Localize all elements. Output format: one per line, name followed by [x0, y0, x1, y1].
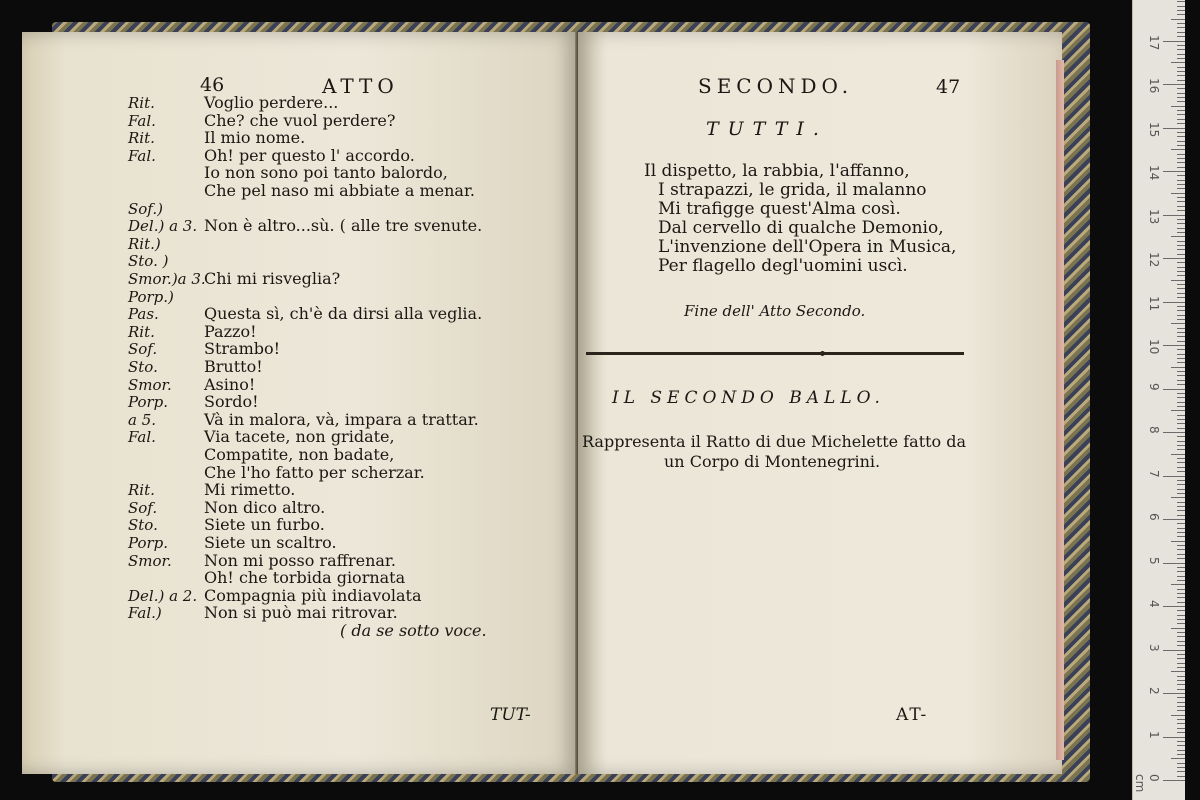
- ruler-tick: [1177, 467, 1185, 468]
- ruler-tick: [1177, 249, 1185, 250]
- ruler-tick: [1177, 406, 1185, 407]
- ruler-tick: [1177, 771, 1185, 772]
- ruler-tick: [1177, 597, 1185, 598]
- speaker-label: Rit.: [128, 322, 155, 341]
- ruler-tick: [1177, 275, 1185, 276]
- ruler-tick: [1177, 136, 1185, 137]
- ruler-tick: [1177, 10, 1185, 11]
- ruler-tick: [1177, 750, 1185, 751]
- right-running-head: SECONDO.: [698, 74, 854, 98]
- ruler-tick: [1171, 497, 1185, 498]
- dialogue-line: Non è altro...sù. ( alle tre svenute.: [204, 216, 483, 236]
- ruler-tick: [1163, 476, 1185, 477]
- ruler-tick: [1177, 6, 1185, 7]
- ruler-label: 6: [1147, 513, 1161, 521]
- ruler-tick: [1177, 489, 1185, 490]
- verse-line: Il dispetto, la rabbia, l'affanno,: [644, 161, 910, 181]
- speaker-label: Pas.: [128, 305, 159, 324]
- measuring-ruler: [1132, 0, 1185, 800]
- dialogue-line: Non dico altro.: [204, 497, 326, 517]
- ruler-tick: [1177, 589, 1185, 590]
- ruler-tick: [1177, 680, 1185, 681]
- ruler-label: 10: [1147, 339, 1161, 355]
- ruler-tick: [1177, 97, 1185, 98]
- speaker-label: Rit.: [128, 94, 155, 112]
- ruler-tick: [1177, 114, 1185, 115]
- dialogue-line: Siete un scaltro.: [204, 533, 337, 552]
- ruler-tick: [1177, 336, 1185, 337]
- ruler-tick: [1177, 397, 1185, 398]
- ruler-tick: [1177, 510, 1185, 511]
- ruler-tick: [1177, 71, 1185, 72]
- ruler-tick: [1177, 593, 1185, 594]
- ruler-tick: [1171, 323, 1185, 324]
- ruler-tick: [1177, 602, 1185, 603]
- ruler-tick: [1177, 697, 1185, 698]
- dialogue-line: Sordo!: [204, 392, 259, 412]
- ruler-tick: [1177, 1, 1185, 2]
- ruler-tick: [1177, 32, 1185, 33]
- speaker-label: Rit.): [128, 234, 161, 253]
- ruler-tick: [1177, 358, 1185, 359]
- ruler-tick: [1177, 380, 1185, 381]
- ruler-tick: [1177, 702, 1185, 703]
- dialogue-line: Siete un furbo.: [204, 515, 325, 535]
- ruler-tick: [1177, 428, 1185, 429]
- ruler-tick: [1177, 502, 1185, 503]
- dialogue-line: Chi mi risveglia?: [204, 269, 341, 288]
- speaker-label: Rit.: [128, 481, 155, 500]
- ruler-tick: [1163, 389, 1185, 390]
- ruler-tick: [1171, 367, 1185, 368]
- ruler-tick: [1177, 371, 1185, 372]
- ruler-tick: [1177, 36, 1185, 37]
- speaker-label: a 5.: [128, 410, 157, 429]
- dialogue-line: Oh! che torbida giornata: [204, 568, 406, 588]
- divider-dot: [820, 351, 825, 356]
- ruler-tick: [1177, 201, 1185, 202]
- speaker-label: Fal.: [128, 428, 156, 447]
- ruler-tick: [1163, 519, 1185, 520]
- ruler-tick: [1171, 715, 1185, 716]
- ruler-tick: [1171, 106, 1185, 107]
- ruler-tick: [1177, 419, 1185, 420]
- ruler-tick: [1177, 27, 1185, 28]
- ruler-label: 2: [1147, 687, 1161, 695]
- ruler-tick: [1177, 536, 1185, 537]
- ruler-label: 13: [1147, 208, 1161, 224]
- ballo-title: IL SECONDO BALLO.: [612, 388, 885, 408]
- speaker-label: Fal.: [128, 111, 156, 130]
- ruler-tick: [1177, 328, 1185, 329]
- speaker-label: Sto.: [128, 358, 158, 376]
- ruler-tick: [1163, 563, 1185, 564]
- ballo-text-line-1: Rappresenta il Ratto di due Michelette fatto da: [582, 432, 967, 451]
- ruler-tick: [1177, 528, 1185, 529]
- ruler-tick: [1177, 567, 1185, 568]
- ruler-tick: [1163, 606, 1185, 607]
- ruler-tick: [1177, 297, 1185, 298]
- ruler-tick: [1171, 671, 1185, 672]
- left-catchword: TUT-: [490, 705, 531, 725]
- dialogue-line: Che l'ho fatto per scherzar.: [204, 462, 425, 482]
- ruler-tick: [1177, 341, 1185, 342]
- ruler-tick: [1177, 80, 1185, 81]
- ruler-tick: [1177, 154, 1185, 155]
- verse-line: Mi trafigge quest'Alma così.: [658, 199, 901, 219]
- speaker-label: Smor.: [128, 551, 172, 570]
- ruler-tick: [1177, 641, 1185, 642]
- verse-line: Per flagello degl'uomini uscì.: [658, 256, 908, 276]
- divider-rule: [586, 352, 964, 355]
- ruler-tick: [1163, 171, 1185, 172]
- ruler-tick: [1177, 645, 1185, 646]
- ruler-tick: [1177, 676, 1185, 677]
- speaker-label: Smor.: [128, 375, 172, 394]
- ruler-tick: [1177, 315, 1185, 316]
- speaker-label: Sof.: [128, 498, 158, 517]
- ruler-tick: [1177, 484, 1185, 485]
- ruler-tick: [1163, 302, 1185, 303]
- speaker-label: Smor.)a 3.: [128, 270, 206, 288]
- ruler-tick: [1177, 767, 1185, 768]
- ruler-tick: [1177, 88, 1185, 89]
- ruler-tick: [1163, 345, 1185, 346]
- ruler-tick: [1171, 628, 1185, 629]
- speaker-label: Sof.): [128, 199, 163, 218]
- ruler-label: 11: [1147, 295, 1161, 311]
- ruler-tick: [1177, 254, 1185, 255]
- ruler-label: 3: [1147, 643, 1161, 652]
- speaker-label: Porp.: [128, 534, 169, 552]
- ruler-tick: [1163, 258, 1185, 259]
- ruler-tick: [1177, 554, 1185, 555]
- speaker-label: Sto. ): [128, 252, 169, 271]
- ruler-tick: [1177, 45, 1185, 46]
- ruler-label: 4: [1147, 600, 1161, 608]
- dialogue-line: Asino!: [204, 374, 256, 394]
- ruler-tick: [1177, 436, 1185, 437]
- ruler-tick: [1177, 776, 1185, 777]
- ruler-label: 17: [1147, 34, 1161, 50]
- ruler-tick: [1177, 145, 1185, 146]
- ruler-tick: [1177, 58, 1185, 59]
- fine-atto: Fine dell' Atto Secondo.: [684, 302, 866, 320]
- ruler-tick: [1177, 636, 1185, 637]
- ruler-tick: [1177, 384, 1185, 385]
- dialogue-line: Via tacete, non gridate,: [204, 427, 395, 447]
- ruler-tick: [1177, 293, 1185, 294]
- speaker-label: Sto.: [128, 516, 158, 535]
- ruler-tick: [1177, 506, 1185, 507]
- dialogue-line: Mi rimetto.: [204, 480, 296, 500]
- ruler-label: 1: [1147, 730, 1161, 739]
- speaker-label: Porp.: [128, 393, 169, 412]
- ruler-tick: [1177, 162, 1185, 163]
- ballo-text-line-2: un Corpo di Montenegrini.: [664, 452, 881, 471]
- dialogue-line: Brutto!: [204, 357, 263, 376]
- dialogue-line: Che pel naso mi abbiate a menar.: [204, 181, 475, 200]
- ruler-tick: [1177, 532, 1185, 533]
- ruler-label: 8: [1147, 426, 1161, 434]
- ruler-tick: [1171, 454, 1185, 455]
- ruler-tick: [1177, 684, 1185, 685]
- ruler-label: 7: [1147, 469, 1161, 478]
- ruler-tick: [1177, 67, 1185, 68]
- ruler-label: 9: [1147, 382, 1161, 391]
- ruler-tick: [1177, 188, 1185, 189]
- ruler-tick: [1177, 549, 1185, 550]
- ruler-label: 16: [1147, 78, 1161, 94]
- ruler-tick: [1163, 780, 1185, 781]
- ruler-tick: [1163, 128, 1185, 129]
- ruler-tick: [1177, 654, 1185, 655]
- ruler-tick: [1177, 175, 1185, 176]
- ruler-tick: [1171, 62, 1185, 63]
- ruler-tick: [1177, 271, 1185, 272]
- ruler-tick: [1177, 580, 1185, 581]
- ruler-tick: [1177, 719, 1185, 720]
- ruler-tick: [1177, 515, 1185, 516]
- ruler-tick: [1177, 167, 1185, 168]
- ruler-tick: [1177, 545, 1185, 546]
- ruler-tick: [1177, 619, 1185, 620]
- ruler-label: 5: [1147, 556, 1161, 565]
- ruler-tick: [1177, 206, 1185, 207]
- dialogue-line: Pazzo!: [204, 321, 257, 341]
- ruler-tick: [1177, 23, 1185, 24]
- dialogue-line: Compatite, non badate,: [204, 445, 395, 464]
- ruler-tick: [1171, 584, 1185, 585]
- ruler-tick: [1177, 110, 1185, 111]
- ruler-tick: [1177, 415, 1185, 416]
- ruler-tick: [1177, 523, 1185, 524]
- ruler-label: 12: [1147, 252, 1161, 268]
- ruler-tick: [1177, 184, 1185, 185]
- ruler-tick: [1177, 93, 1185, 94]
- ruler-tick: [1177, 284, 1185, 285]
- ruler-tick: [1171, 280, 1185, 281]
- ruler-tick: [1177, 54, 1185, 55]
- ruler-label: 0 cm: [1133, 774, 1161, 793]
- ruler-tick: [1171, 236, 1185, 237]
- dialogue-line: Strambo!: [204, 339, 281, 359]
- ruler-tick: [1177, 710, 1185, 711]
- ruler-tick: [1177, 706, 1185, 707]
- ruler-tick: [1171, 149, 1185, 150]
- ruler-tick: [1177, 763, 1185, 764]
- ruler-tick: [1177, 402, 1185, 403]
- ruler-tick: [1171, 541, 1185, 542]
- right-page-number: 47: [936, 76, 961, 98]
- ruler-tick: [1177, 123, 1185, 124]
- ruler-tick: [1177, 754, 1185, 755]
- ruler-tick: [1163, 693, 1185, 694]
- ruler-tick: [1163, 650, 1185, 651]
- dialogue-line: Compagnia più indiavolata: [204, 585, 422, 605]
- ruler-tick: [1177, 615, 1185, 616]
- ruler-tick: [1177, 449, 1185, 450]
- speaker-label: Fal.: [128, 146, 156, 165]
- ruler-tick: [1177, 745, 1185, 746]
- ruler-tick: [1163, 737, 1185, 738]
- ruler-tick: [1171, 758, 1185, 759]
- dialogue-line: Và in malora, và, impara a trattar.: [204, 409, 479, 429]
- speaker-label: Sof.: [128, 340, 158, 359]
- tutti-heading: TUTTI.: [706, 118, 828, 140]
- ruler-tick: [1177, 623, 1185, 624]
- ruler-tick: [1177, 445, 1185, 446]
- speaker-label: Porp.): [128, 287, 174, 306]
- ruler-tick: [1177, 723, 1185, 724]
- ruler-label: 14: [1147, 165, 1161, 181]
- left-page: [22, 32, 578, 774]
- ruler-tick: [1171, 19, 1185, 20]
- ruler-tick: [1177, 493, 1185, 494]
- ruler-tick: [1177, 241, 1185, 242]
- dialogue-line: Voglio perdere...: [204, 93, 339, 112]
- ruler-tick: [1177, 288, 1185, 289]
- ruler-tick: [1177, 658, 1185, 659]
- dialogue-line: Il mio nome.: [204, 128, 306, 148]
- verse-line: L'invenzione dell'Opera in Musica,: [658, 237, 957, 257]
- ruler-tick: [1177, 228, 1185, 229]
- ruler-tick: [1177, 689, 1185, 690]
- ruler-tick: [1177, 180, 1185, 181]
- ruler-tick: [1177, 480, 1185, 481]
- dialogue-line: Non si può mai ritrovar.: [204, 603, 398, 623]
- ruler-tick: [1177, 101, 1185, 102]
- ruler-tick: [1177, 667, 1185, 668]
- ruler-tick: [1163, 84, 1185, 85]
- speaker-label: Fal.): [128, 604, 162, 623]
- page-edge: [1056, 60, 1064, 760]
- ruler-tick: [1177, 741, 1185, 742]
- ruler-tick: [1177, 310, 1185, 311]
- dialogue-line: Non mi posso raffrenar.: [204, 550, 396, 570]
- ruler-tick: [1177, 458, 1185, 459]
- right-catchword: AT-: [896, 705, 929, 725]
- ruler-tick: [1177, 610, 1185, 611]
- ruler-tick: [1177, 732, 1185, 733]
- left-running-head: ATTO: [322, 74, 399, 98]
- ruler-tick: [1177, 576, 1185, 577]
- left-page-number: 46: [200, 74, 225, 96]
- verse-line: I strapazzi, le grida, il malanno: [658, 180, 927, 200]
- ruler-tick: [1177, 119, 1185, 120]
- ruler-tick: [1177, 141, 1185, 142]
- ruler-tick: [1177, 362, 1185, 363]
- ruler-tick: [1177, 306, 1185, 307]
- right-page: [578, 32, 1062, 774]
- ruler-tick: [1177, 14, 1185, 15]
- ruler-tick: [1171, 193, 1185, 194]
- ruler-tick: [1177, 441, 1185, 442]
- ruler-tick: [1177, 375, 1185, 376]
- ruler-tick: [1177, 49, 1185, 50]
- ruler-tick: [1177, 223, 1185, 224]
- ruler-tick: [1177, 462, 1185, 463]
- dialogue-line: ( da se sotto voce.: [340, 621, 487, 640]
- speaker-label: Del.) a 3.: [128, 217, 198, 236]
- speaker-label: Del.) a 2.: [128, 586, 198, 605]
- ruler-tick: [1177, 232, 1185, 233]
- ruler-tick: [1177, 663, 1185, 664]
- dialogue-line: Questa sì, ch'è da dirsi alla veglia.: [204, 304, 483, 324]
- ruler-tick: [1163, 215, 1185, 216]
- ruler-tick: [1163, 41, 1185, 42]
- ruler-tick: [1177, 210, 1185, 211]
- ruler-tick: [1177, 219, 1185, 220]
- ruler-tick: [1177, 558, 1185, 559]
- ruler-tick: [1177, 332, 1185, 333]
- dialogue-line: Che? che vuol perdere?: [204, 110, 396, 130]
- ruler-tick: [1177, 632, 1185, 633]
- dialogue-line: Oh! per questo l' accordo.: [204, 145, 415, 165]
- ruler-tick: [1177, 245, 1185, 246]
- ruler-tick: [1177, 349, 1185, 350]
- ruler-tick: [1177, 267, 1185, 268]
- speaker-label: Rit.: [128, 129, 155, 148]
- ruler-tick: [1177, 423, 1185, 424]
- ruler-tick: [1177, 158, 1185, 159]
- ruler-tick: [1177, 571, 1185, 572]
- ruler-tick: [1177, 262, 1185, 263]
- ruler-tick: [1177, 75, 1185, 76]
- ruler-tick: [1177, 132, 1185, 133]
- ruler-tick: [1177, 354, 1185, 355]
- ruler-tick: [1163, 432, 1185, 433]
- ruler-tick: [1177, 471, 1185, 472]
- ruler-tick: [1177, 728, 1185, 729]
- ruler-tick: [1171, 410, 1185, 411]
- dialogue-line: Io non sono poi tanto balordo,: [204, 163, 448, 183]
- verse-line: Dal cervello di qualche Demonio,: [658, 218, 944, 238]
- ruler-tick: [1177, 319, 1185, 320]
- ruler-tick: [1177, 393, 1185, 394]
- ruler-label: 15: [1147, 121, 1161, 137]
- ruler-tick: [1177, 197, 1185, 198]
